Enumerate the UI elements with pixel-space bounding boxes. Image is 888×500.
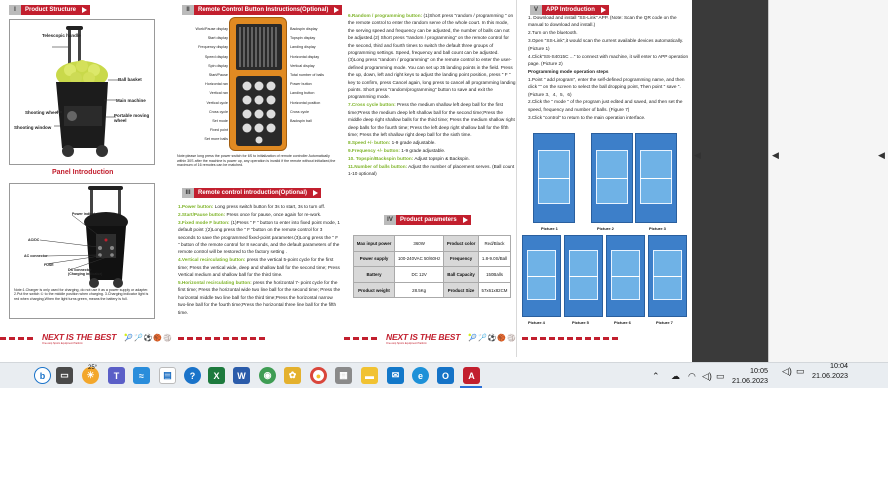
footer-left — [0, 331, 344, 345]
table-cell: DC 12V — [395, 267, 444, 283]
teams-icon[interactable]: T — [108, 367, 125, 384]
expand-panel-arrow-icon[interactable]: ◀ — [878, 150, 885, 160]
section-title: Product Structure — [21, 5, 90, 15]
remote-intro-body: press the horizontal 7- point cycle for the first time; Press the horizontal wide two line ball for the second time; Press the horizontal middle two line ball for the third time;Press the horizontal narrow two-line ball for the fourth time;Press the horizontal three line ball for the fifth time. — [178, 280, 341, 315]
caption-picture-1: Picture 1 — [541, 226, 558, 231]
collapse-panel-arrow-icon[interactable]: ◀ — [772, 150, 779, 160]
pdf-reader-icon[interactable]: A — [463, 367, 480, 384]
footer-right — [344, 331, 692, 345]
label-power-indicator: Power indicator — [72, 212, 99, 216]
table-cell: 1.8-9.0S/Ball — [478, 251, 510, 267]
battery-icon[interactable]: ▭ — [716, 371, 725, 381]
table-cell: 28.5Kg — [395, 282, 444, 298]
clock-date: 21.06.2023 — [732, 376, 768, 385]
section-header-remote-buttons — [182, 5, 342, 15]
panel-introduction-figure — [9, 183, 155, 319]
table-cell: 360W — [395, 236, 444, 252]
app-icon-1[interactable]: ≈ — [133, 367, 150, 384]
app-picture-1 — [533, 133, 575, 223]
label-shooting-wheel: Shooting wheel — [25, 110, 59, 115]
table-header-cell: Max input power — [354, 236, 395, 252]
remote-intro-item — [348, 163, 516, 178]
cloud-icon[interactable]: ☁ — [671, 371, 680, 381]
programming-step-3: 3.Click "control" to return to the main operation interface. — [528, 114, 646, 120]
label-shooting-window: Shooting window — [14, 125, 52, 130]
help-icon[interactable]: ? — [184, 367, 201, 384]
remote-intro-body: (1)Short press "random / programming " on the remote control to enter the random serve of the whole court. In this mode, the serving speed and frequency can be adjusted, the number of balls can not be adjusted.(2) Short press "random / programming" on the remote control for the second, third and fourth times to switch the default three groups of programming settings. Speed, frequency and ball count can be adjusted. (3)Long press "random / programming" on the remote control to enter the user-defined programming mode. You can set up 35 landing points in the field. Press the up, down, left and right keys to adjust the landing point position, press " F " key to confirm, press Cancel again, long press to cancel all programming landing points. Short press "random/programming" button to save and exit the programming mode. — [348, 13, 516, 100]
excel-icon[interactable]: X — [208, 367, 225, 384]
remote-keypad — [236, 76, 282, 146]
outlook-2-icon[interactable]: O — [437, 367, 454, 384]
app-step-1: 1. Download and install "SS-Link" APP. (Note: Scan the QR code on the manual to download and install.) — [528, 15, 677, 28]
remote-screen — [236, 24, 282, 70]
remote-label: Vertical cycle — [206, 100, 228, 105]
section-number: III — [182, 188, 194, 198]
table-cell: 100-240VAC 50/60Hz — [395, 251, 444, 267]
remote-label: Set more balls — [204, 137, 228, 142]
table-header-cell: Power supply — [354, 251, 395, 267]
remote-label: Fixed point — [209, 128, 228, 133]
section-title: Remote control introduction(Optional) — [194, 188, 321, 198]
footer-brand-sub: One-stop Sports Equipment Platform — [42, 341, 83, 345]
remote-label: Horizontal display — [290, 54, 320, 59]
outlook-icon[interactable]: ✉ — [387, 367, 404, 384]
remote-label: Set mode — [212, 119, 228, 124]
table-row — [354, 251, 511, 267]
remote-left-labels — [176, 25, 228, 145]
label-acdc: AC/DC — [28, 238, 40, 242]
app-picture-7 — [648, 235, 687, 317]
remote-label: Backspin display — [290, 27, 318, 31]
section-number: II — [182, 5, 194, 15]
remote-label: Backspin ball — [290, 119, 312, 124]
remote-control-illustration — [229, 17, 287, 151]
app-picture-2 — [591, 133, 633, 223]
remote-intro-heading: 2.Start/Pause button: — [178, 211, 226, 217]
label-telescopic-handle: Telescopic handle — [42, 33, 81, 38]
section-title: APP Introduction — [542, 5, 609, 15]
app-picture-4 — [522, 235, 561, 317]
remote-label: Landing button — [290, 91, 315, 96]
remote-label: Horizontal ran — [205, 82, 228, 87]
section-header-structure — [9, 5, 90, 15]
edge-icon[interactable]: e — [412, 367, 429, 384]
remote-intro-heading: 1.Power button: — [178, 204, 214, 209]
remote-label: Cross cycle — [290, 109, 310, 114]
viewer-side-panel — [692, 0, 888, 362]
remote-label: Vertical display — [290, 63, 315, 68]
ball-machine-illustration — [10, 20, 154, 164]
remote-intro-text-2 — [348, 12, 516, 178]
remote-intro-body: Press the medium shallow left deep ball for the first time;Press the medium deep left shallow ball for the second time;Press the middle deep right shallow balls for the third time; Press the medium shallow right deep balls for the fourth time; Press the left deep right shallow ball for the fifth time; Press the left shallow right deep ball for the sixth time. — [348, 102, 515, 137]
remote-intro-item — [178, 219, 341, 256]
panel-note: Note:1.Charger is only used for charging, do not use it as a power supply or adapter. 2.Put the switch ① to the middle position when charging. 3.Charging indicator light is red when charging,When the light turns green, means the battery is full. — [14, 288, 149, 301]
programming-steps-title: Programming mode operation steps — [528, 68, 609, 74]
remote-intro-item — [178, 256, 341, 278]
column-app — [516, 0, 692, 357]
section-title: Remote Control Button Instructions(Optional) — [194, 5, 342, 15]
caption-picture-4: Picture 4 — [528, 320, 545, 325]
remote-label: Horizontal position — [290, 100, 321, 105]
table-row — [354, 267, 511, 283]
product-structure-figure — [9, 19, 155, 165]
label-ball-basket: Ball basket — [118, 77, 142, 82]
viewer-dark-area — [692, 0, 768, 362]
column-remote-continued — [344, 0, 516, 357]
remote-label: Cross cycle — [208, 109, 228, 114]
table-header-cell: Battery — [354, 267, 395, 283]
section-header-params — [384, 215, 471, 225]
app-step-3: 3.Open "SS-Link",it would scan the current available devices automatically.(Picture 1) — [528, 38, 684, 51]
remote-intro-item — [348, 139, 516, 146]
remote-intro-heading: 5.Horizontal recirculating button: — [178, 280, 252, 286]
scroll-left-arrow-icon[interactable]: ◀ — [694, 150, 701, 160]
label-dc-connector: DC connector (Charging indicator) — [68, 268, 103, 277]
start-icon[interactable]: b — [34, 367, 51, 384]
programming-step-1: 1.Point " add program", enter the self-defined programming name, and then click "" on the screen to select the ball dropping point, Then point " save ".(Picture 3、4、5、6) — [528, 76, 685, 97]
caption-picture-2: Picture 2 — [597, 226, 614, 231]
photos-icon[interactable]: ✿ — [284, 367, 301, 384]
remote-intro-item — [348, 12, 516, 101]
remote-label: Vertical ran — [209, 91, 228, 96]
caption-picture-6: Picture 6 — [614, 320, 631, 325]
remote-intro-body: 1-9 grade adjustable. — [390, 139, 436, 145]
remote-intro-body: Adjust topspin & Backspin. — [413, 155, 470, 161]
remote-intro-body: Long press switch button for 3s to start, 3s to turn off. — [213, 204, 326, 209]
remote-intro-item — [348, 155, 516, 162]
app-picture-5 — [564, 235, 603, 317]
weather-icon[interactable]: ☀ — [82, 367, 99, 384]
globe-icon[interactable]: ◉ — [259, 367, 276, 384]
remote-label: Topspin display — [290, 36, 316, 41]
section-number: IV — [384, 215, 396, 225]
label-main-machine: Main machine — [116, 98, 146, 103]
footer-brand-sub-2: One-stop Sports Equipment Platform — [386, 341, 427, 345]
column-product-structure — [0, 0, 172, 357]
remote-intro-heading: 11.Number of balls button: — [348, 163, 408, 169]
remote-intro-heading: 6.Random / programming button: — [348, 13, 423, 18]
word-icon[interactable]: W — [233, 367, 250, 384]
table-header-cell: Ball Capacity — [444, 267, 479, 283]
remote-intro-body: Press once for pause, once again for re-work. — [225, 211, 322, 217]
remote-intro-heading: 9.Frequency +/- button: — [348, 147, 400, 153]
caption-picture-3: Picture 3 — [649, 226, 666, 231]
remote-intro-body: (1)Press " F " button to enter into fixed point mode, 1 default point ;(2)Long press the " F "button on the remote control for 3 seconds to save the programmed fixed-point parameter.(3)Long press the " F " button of the remote control for 8 seconds, and the default parameters of the remote control will be restored to the factory setting . — [178, 219, 340, 255]
remote-label: Frequency display — [198, 45, 228, 50]
volume-icon[interactable]: ◁) — [702, 371, 712, 381]
remote-right-labels — [290, 25, 344, 126]
wifi-icon[interactable]: ◠ — [688, 371, 696, 381]
table-cell: 150Balls — [478, 267, 510, 283]
remote-note: Note:please long press the power switch for 6S to initialization of remote controller Automatically within 30S after the machine is power up, any operation is invalid if the remote without initialized,the maximum of 16 remotes can be matched. — [177, 154, 336, 168]
secondary-clock-time: 10:04 — [830, 361, 848, 370]
app-picture-3 — [635, 133, 677, 223]
footer-sport-icons: 🎾 🏸 ⚽ 🏀 🏐 — [124, 335, 172, 342]
remote-intro-item — [178, 211, 341, 218]
product-parameters-table — [353, 235, 511, 298]
footer-brand: NEXT IS THE BEST — [42, 331, 117, 342]
remote-intro-heading: 8.Speed +/- button: — [348, 139, 391, 145]
remote-label: Total number of balls — [290, 73, 325, 78]
label-ac-connector: AC connector — [24, 254, 48, 258]
table-cell: 57x61x82CM — [478, 282, 510, 298]
weather-temp: 25° — [88, 365, 98, 371]
remote-intro-heading: 10. Topspin/Backspin button: — [348, 155, 414, 161]
remote-intro-item — [348, 101, 516, 138]
caption-picture-7: Picture 7 — [656, 320, 673, 325]
remote-label: Spin display — [208, 63, 228, 68]
table-header-cell: Product weight — [354, 282, 395, 298]
section-title: Product parameters — [396, 215, 471, 225]
remote-label: Power button — [290, 82, 312, 87]
remote-label: Work/Pause display — [195, 27, 228, 31]
table-header-cell: Frequency — [444, 251, 479, 267]
caption-picture-5: Picture 5 — [572, 320, 589, 325]
task-view-icon[interactable]: ▭ — [56, 367, 73, 384]
table-header-cell: Product color — [444, 236, 479, 252]
secondary-battery-icon[interactable]: ▭ — [796, 366, 805, 376]
column-remote — [172, 0, 344, 357]
remote-intro-item — [178, 279, 341, 316]
section-number: V — [530, 5, 542, 15]
remote-intro-body: press the vertical 5-point cycle for the first time; Press the vertical wide, deep and shallow ball for the second time; Press Vertical medium and shallow ball for the third time. — [178, 257, 340, 278]
clock-time: 10:05 — [750, 366, 768, 375]
calculator-icon[interactable]: ▦ — [335, 367, 352, 384]
windows-taskbar — [0, 362, 888, 388]
remote-intro-heading: 3.Fixed mode F button: — [178, 219, 230, 225]
secondary-clock-date: 21.06.2023 — [812, 371, 848, 380]
tray-overflow-icon[interactable]: ⌃ — [652, 371, 660, 381]
remote-intro-body: 1-9 grade adjustable. — [399, 147, 446, 153]
footer-brand-2: NEXT IS THE BEST — [386, 331, 461, 342]
app-step-2: 2.Turn on the bluetooth. — [528, 30, 578, 36]
file-explorer-icon[interactable]: ▬ — [361, 367, 378, 384]
app-icon-2[interactable]: ▤ — [159, 367, 176, 384]
label-fuse: FUSE — [44, 263, 54, 267]
remote-intro-text-1 — [178, 203, 341, 317]
table-row — [354, 236, 511, 252]
remote-label: Start/Pause — [208, 73, 228, 78]
table-cell: Red/Black — [478, 236, 510, 252]
remote-label: Start display — [207, 36, 228, 41]
remote-intro-heading: 4.Vertical recirculating button: — [178, 257, 246, 263]
table-header-cell: Product Size — [444, 282, 479, 298]
chrome-icon[interactable]: ● — [310, 367, 327, 384]
app-instructions — [528, 14, 690, 122]
remote-label: Landing display — [290, 45, 316, 50]
section-number: I — [9, 5, 21, 15]
app-step-4: 4.Click"SS-S4015C ..." to connect with machine, it will enter to APP operation page. (Picture 2) — [528, 53, 689, 66]
section-header-remote-intro — [182, 188, 321, 198]
remote-intro-body: Adjust the number of placement serves. (Ball count 1-10 optional) — [348, 163, 515, 177]
table-row — [354, 282, 511, 298]
remote-label: Speed display — [204, 54, 228, 59]
programming-step-2: 2.Click the " mode " of the program just edited and saved, and then set the speed, frequency and number of balls. (Figure 7) — [528, 99, 683, 112]
remote-intro-heading: 7.Cross cycle button: — [348, 102, 396, 108]
secondary-volume-icon[interactable]: ◁) — [782, 366, 792, 376]
panel-introduction-title: Panel Introduction — [52, 169, 114, 176]
remote-intro-item — [348, 147, 516, 154]
label-portable-wheel: Portable moving wheel — [114, 113, 150, 123]
taskbar-clock[interactable] — [730, 366, 768, 386]
remote-intro-item — [178, 203, 341, 210]
secondary-clock[interactable] — [808, 361, 848, 381]
app-picture-6 — [606, 235, 645, 317]
footer-sport-icons-2: 🎾 🏸 ⚽ 🏀 🏐 — [468, 335, 516, 342]
